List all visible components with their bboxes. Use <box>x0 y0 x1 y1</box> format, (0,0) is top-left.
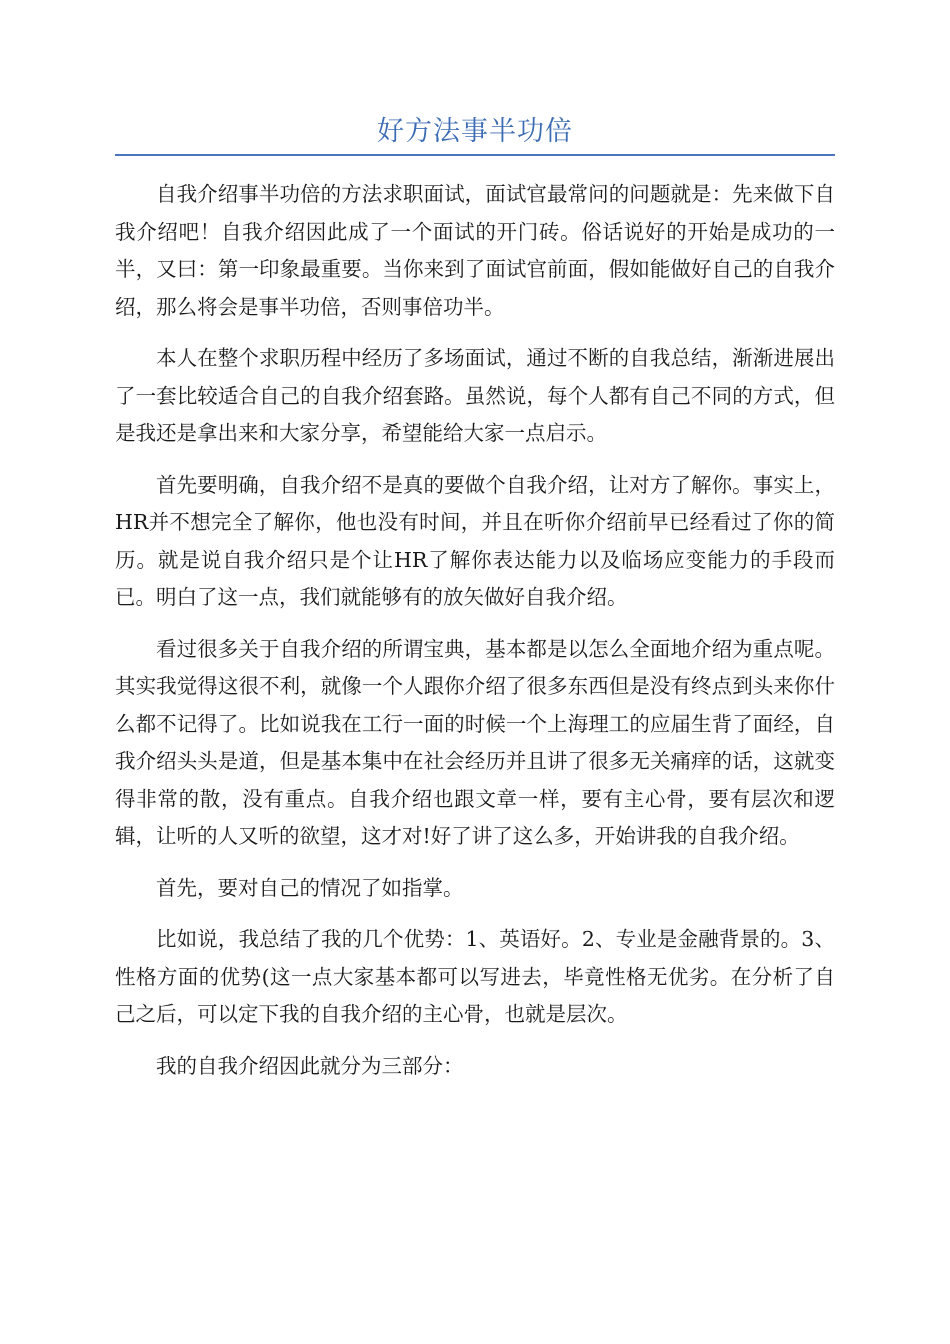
document-title: 好方法事半功倍 <box>377 116 573 147</box>
paragraph-intro: 自我介绍事半功倍的方法求职面试，面试官最常问的问题就是：先来做下自我介绍吧！自我介绍因此成了一个面试的开门砖。俗话说好的开始是成功的一半，又曰：第一印象最重要。当你来到了面试官前面，假如能做好自己的自我介绍，那么将会是事半功倍，否则事倍功半。 <box>115 182 835 319</box>
title-underline <box>115 154 835 156</box>
paragraph-know-yourself: 首先，要对自己的情况了如指掌。 <box>156 875 464 900</box>
paragraph-focus: 看过很多关于自我介绍的所谓宝典，基本都是以怎么全面地介绍为重点呢。其实我觉得这很不利，就像一个人跟你介绍了很多东西但是没有终点到头来你什么都不记得了。比如说我在工行一面的时候一个上海理工的应届生背了面经，自我介绍头头是道，但是基本集中在社会经历并且讲了很多无关痛痒的话，这就变得非常的散，没有重点。自我介绍也跟文章一样，要有主心骨，要有层次和逻辑，让听的人又听的欲望，这才对!好了讲了这么多，开始讲我的自我介绍。 <box>115 636 835 848</box>
paragraph-strengths: 比如说，我总结了我的几个优势：1、英语好。2、专业是金融背景的。3、性格方面的优势(这一点大家基本都可以写进去，毕竟性格无优劣。在分析了自己之后，可以定下我的自我介绍的主心骨，也就是层次。 <box>115 927 835 1026</box>
paragraph-experience: 本人在整个求职历程中经历了多场面试，通过不断的自我总结，渐渐进展出了一套比较适合自己的自我介绍套路。虽然说，每个人都有自己不同的方式，但是我还是拿出来和大家分享，希望能给大家一点启示。 <box>115 346 835 445</box>
document-body <box>115 176 835 1099</box>
paragraph-purpose: 首先要明确，自我介绍不是真的要做个自我介绍，让对方了解你。事实上，HR并不想完全了解你，他也没有时间，并且在听你介绍前早已经看过了你的简历。就是说自我介绍只是个让HR了解你表达能力以及临场应变能力的手段而已。明白了这一点，我们就能够有的放矢做好自我介绍。 <box>115 472 835 609</box>
paragraph-three-parts: 我的自我介绍因此就分为三部分： <box>156 1053 464 1078</box>
